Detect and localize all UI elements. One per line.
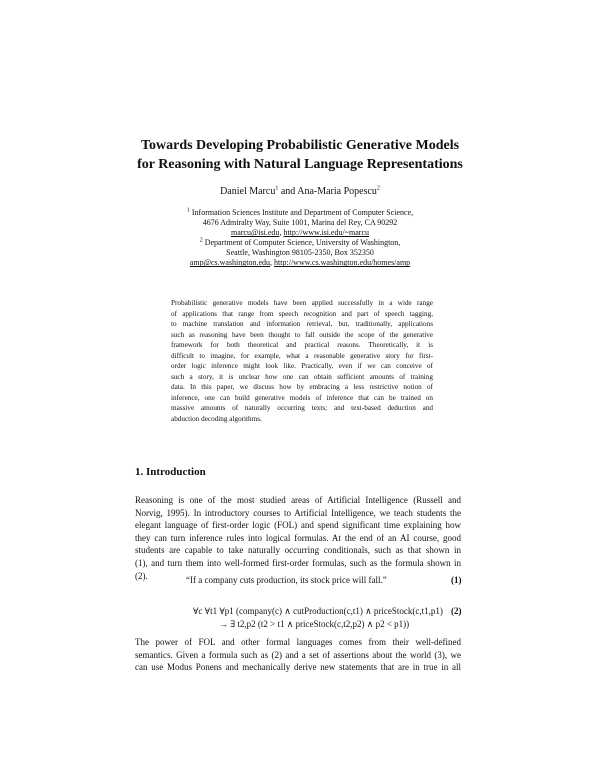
affiliation-mark: 1	[186, 207, 190, 214]
affiliation-2	[150, 238, 450, 269]
affiliation-line: 4676 Admiralty Way, Suite 1001, Marina del Rey, CA 90292	[202, 218, 398, 228]
authors-line	[100, 186, 500, 197]
affiliation-1	[150, 208, 450, 239]
homepage-link[interactable]: http://www.isi.edu/~marcu	[283, 228, 370, 238]
paper-title-line2: for Reasoning with Natural Language Representations	[137, 157, 463, 172]
affiliation-contact: marcu@isi.edu, http://www.isi.edu/~marcu	[230, 228, 370, 238]
abstract-line: such a story, it is unclear how one can obtain sufficient amounts of training	[171, 372, 433, 381]
paragraph-line: Reasoning is one of the most studied areas of Artificial Intelligence (Russell and	[135, 495, 461, 505]
section-heading: 1. Introduction	[135, 466, 206, 478]
formula-line: → ∃ t2,p2 (t2 > t1 ∧ priceStock(c,t2,p2) ∧ p2 < p1))	[219, 619, 410, 629]
equation-number: (1)	[451, 575, 462, 585]
paragraph-line: Norvig, 1995). In introductory courses to Artificial Intelligence, we teach students the	[135, 507, 461, 518]
affiliation-line: $^1$ Information Sciences Institute and Department of Computer Science,	[186, 207, 414, 217]
abstract-line: of applications that range from speech recognition and part of speech tagging,	[171, 309, 433, 318]
affiliation-line: Seattle, Washington 98105-2350, Box 352350	[226, 248, 374, 258]
paper-title-line1: Towards Developing Probabilistic Generative Models	[140, 138, 460, 153]
paragraph-line: they can turn inference rules into logical formulas. At the end of an AI course, good	[135, 532, 461, 543]
body-paragraph	[135, 636, 461, 674]
author-affiliation-mark: 2	[376, 185, 380, 192]
affiliation-line: $^2$ Department of Computer Science, University of Washington,	[199, 237, 401, 247]
homepage-link[interactable]: http://www.cs.washington.edu/homes/amp	[274, 258, 411, 268]
abstract-line: inference, one can build generative models of inference that can be trained on	[171, 393, 433, 402]
abstract-line: framework for both theoretical and practical reasons. Theoretically, it is	[171, 341, 433, 349]
abstract-line: to machine translation and information retrieval, but, traditionally, applications	[171, 320, 433, 328]
paragraph-line: semantics. Given a formula such as (2) and a set of assertions about the world (3), we	[135, 649, 461, 660]
abstract-line: such as reasoning have been thought to fall outside the scope of the generative	[171, 330, 433, 339]
author-affiliation-mark: 1	[275, 185, 279, 192]
author-name: Ana-Maria Popescu	[297, 186, 377, 197]
authors-conjunction: and	[278, 186, 298, 197]
paragraph-line: students are capable to take naturally occurring conditionals, such as that shown in	[135, 545, 461, 556]
author-name: Daniel Marcu	[220, 186, 276, 197]
abstract-line: abduction decoding algorithms.	[171, 414, 262, 423]
formula-line: ∀c ∀t1 ∀p1 (company(c) ∧ cutProduction(c,t1) ∧ priceStock(c,t1,p1)	[193, 606, 443, 616]
affiliation-contact: amp@cs.washington.edu, http://www.cs.washington.edu/homes/amp	[189, 258, 411, 268]
paragraph-line: (2).	[135, 570, 148, 581]
paragraph-line: (1), and turn them into well-formed first-order formulas, such as the formula shown in	[135, 557, 461, 568]
abstract-line: order logic inference might look like. Practically, even if we can conceive of	[171, 362, 433, 370]
example-sentence: “If a company cuts production, its stock price will fall.”	[186, 575, 387, 585]
abstract-line: massive amounts of naturally occurring texts; and text-based deduction and	[171, 404, 433, 412]
abstract-line: difficult to imagine, for example, what a reasonable generative story for first-	[171, 351, 433, 360]
paragraph-line: can use Modus Ponens and mechanically derive new statements that are in true in all	[135, 662, 461, 673]
email-link[interactable]: marcu@isi.edu	[230, 228, 280, 238]
abstract-line: data. In this paper, we discuss how by embracing a less restrictive notion of	[171, 383, 433, 391]
equation-number: (2)	[451, 606, 462, 616]
paragraph-line: The power of FOL and other formal languages comes from their well-defined	[135, 637, 461, 647]
abstract-line: Probabilistic generative models have been applied successfully in a wide range	[171, 299, 433, 307]
paragraph-line: elegant language of first-order logic (FOL) and spend significant time explaining how	[135, 520, 461, 531]
intro-paragraph	[135, 494, 461, 582]
affiliation-mark: 2	[199, 237, 203, 244]
email-link[interactable]: amp@cs.washington.edu	[189, 258, 271, 268]
abstract	[171, 298, 433, 424]
